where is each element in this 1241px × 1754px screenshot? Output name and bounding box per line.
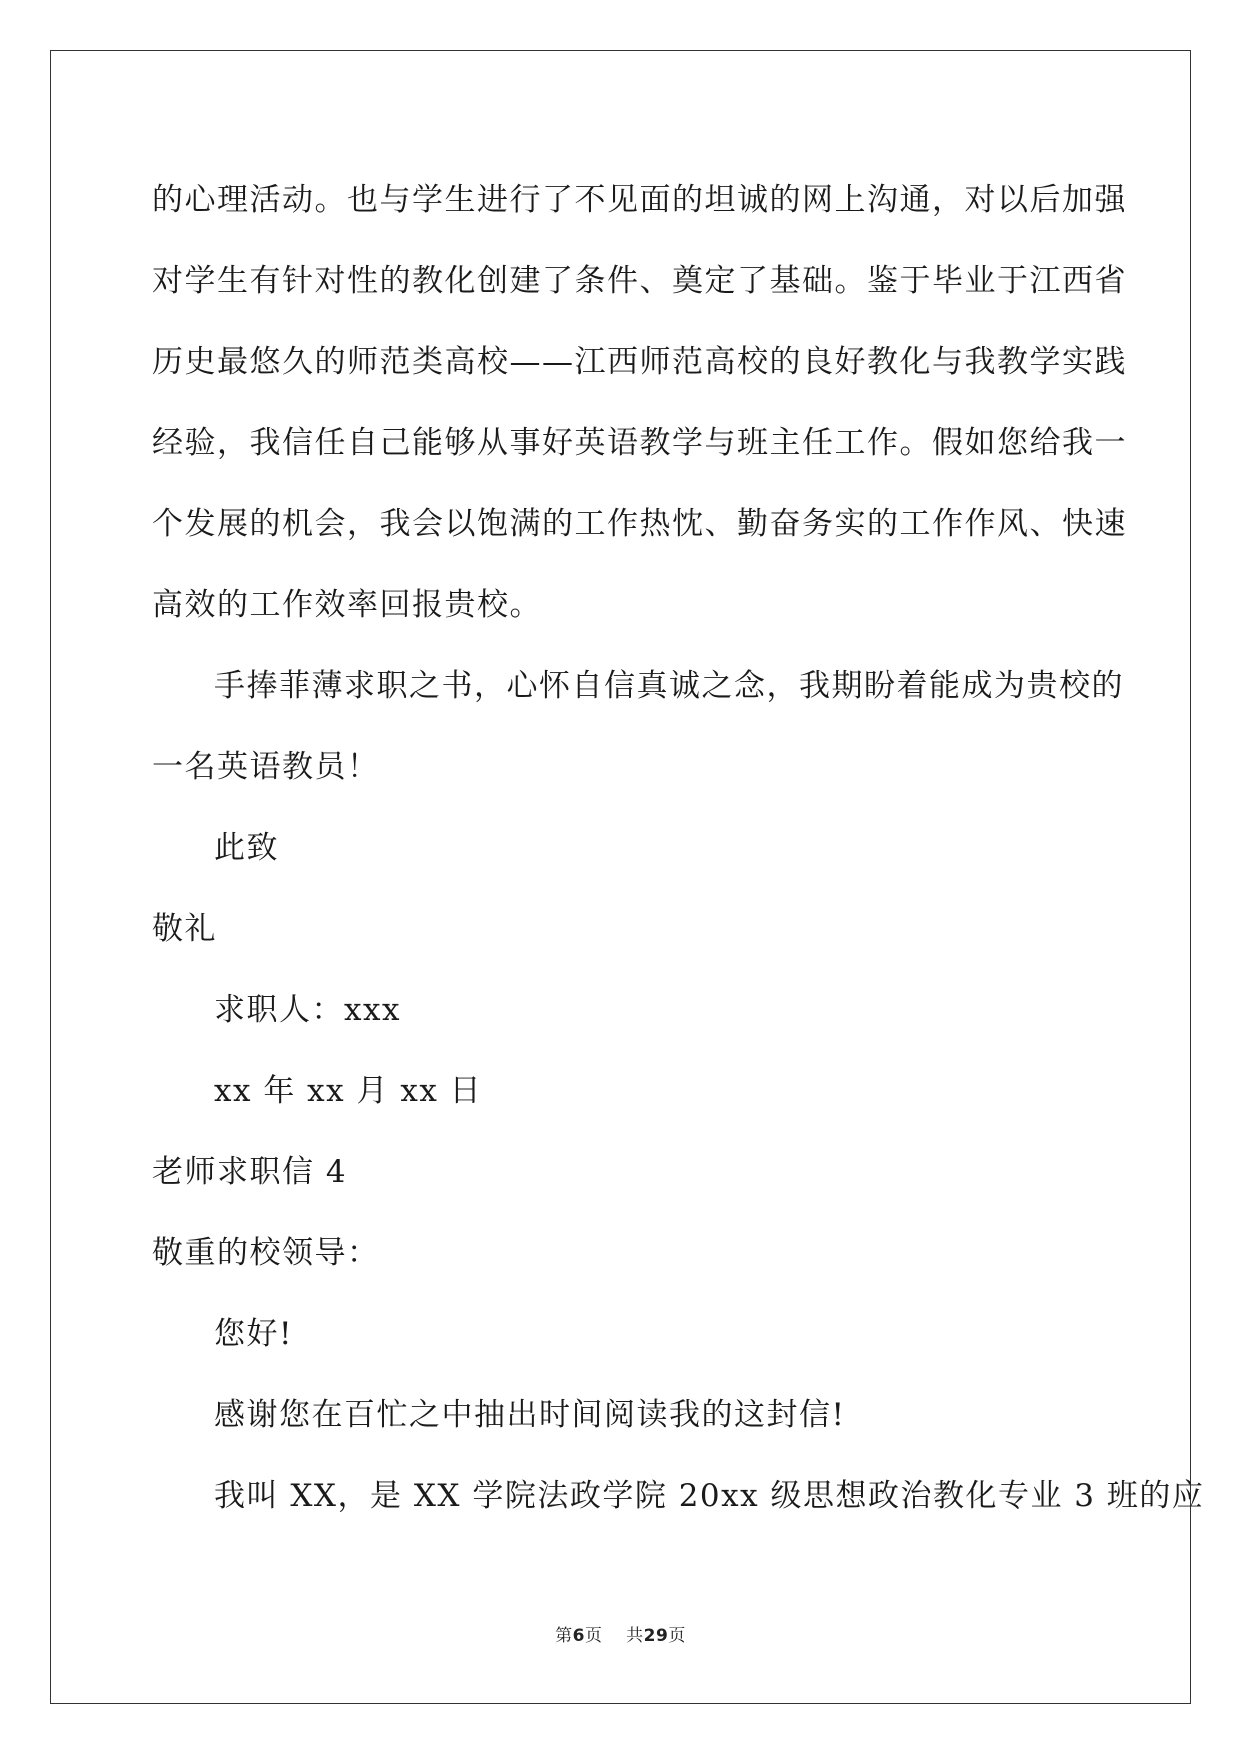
letter-4 [152,1132,1205,1537]
text-line: 历史最悠久的师范类高校——江西师范高校的良好教化与我教学实践 [152,344,1127,380]
footer-total-word: 页 [668,1626,686,1646]
closing-block [152,808,1092,1132]
footer-total-prefix: 共 [626,1626,644,1646]
footer-prefix: 第 [555,1626,573,1646]
applicant-signature: 求职人：xxx [214,992,401,1028]
section-title: 老师求职信 4 [152,1154,348,1190]
letter-thanks: 感谢您在百忙之中抽出时间阅读我的这封信! [214,1397,846,1433]
text-line: 个发展的机会，我会以饱满的工作热忱、勤奋务实的工作作风、快速 [152,506,1127,542]
salutation-cizhi: 此致 [214,830,279,866]
document-body [152,160,1205,1537]
paragraph-motivation [152,160,1127,646]
text-line: 对学生有针对性的教化创建了条件、奠定了基础。鉴于毕业于江西省 [152,263,1127,299]
page-number-current: 6 [572,1626,586,1646]
letter-intro: 我叫 XX，是 XX 学院法政学院 20xx 级思想政治教化专业 3 班的应 [214,1478,1205,1514]
text-line: 一名英语教员！ [152,749,380,785]
text-line: 高效的工作效率回报贵校。 [152,587,542,623]
text-line: 手捧菲薄求职之书，心怀自信真诚之念，我期盼着能成为贵校的 [214,668,1124,704]
letter-hello: 您好! [214,1316,293,1352]
letter-date: xx 年 xx 月 xx 日 [214,1073,483,1109]
text-line: 经验，我信任自己能够从事好英语教学与班主任工作。假如您给我一 [152,425,1127,461]
text-line: 的心理活动。也与学生进行了不见面的坦诚的网上沟通，对以后加强 [152,182,1127,218]
page-footer [0,1621,1241,1646]
paragraph-hope [152,646,1124,808]
salutation-jingli: 敬礼 [152,911,217,947]
footer-page-word: 页 [585,1626,603,1646]
page-number-total: 29 [643,1626,669,1646]
letter-greeting: 敬重的校领导： [152,1235,380,1271]
